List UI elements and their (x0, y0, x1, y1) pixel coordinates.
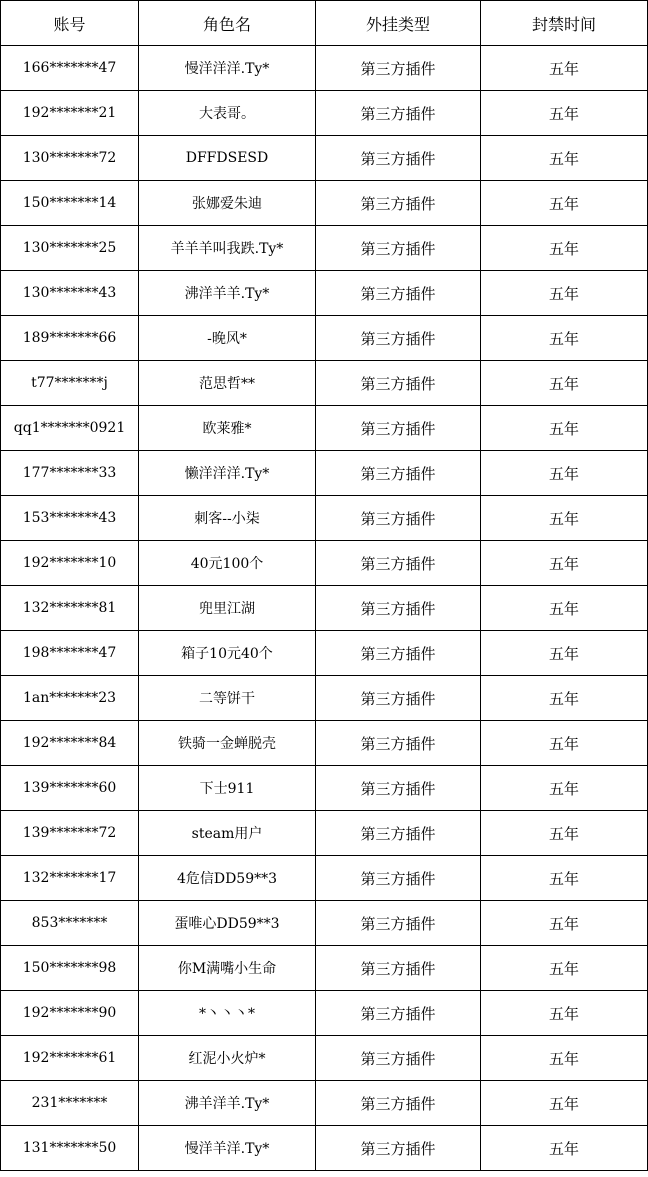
account-cell: 1an*******23 (1, 676, 139, 721)
role-name-cell: 二等饼干 (139, 676, 316, 721)
account-cell: 139*******72 (1, 811, 139, 856)
table-row (1, 91, 648, 136)
cheat-type-cell: 第三方插件 (316, 46, 481, 91)
account-cell: 166*******47 (1, 46, 139, 91)
ban-time-cell: 五年 (481, 766, 648, 811)
table-row (1, 361, 648, 406)
table-row (1, 946, 648, 991)
ban-time-cell: 五年 (481, 361, 648, 406)
account-cell: 130*******72 (1, 136, 139, 181)
table-row (1, 631, 648, 676)
table-row (1, 271, 648, 316)
account-cell: 198*******47 (1, 631, 139, 676)
cheat-type-cell: 第三方插件 (316, 226, 481, 271)
table-row (1, 1036, 648, 1081)
header-row (1, 1, 648, 46)
cheat-type-cell: 第三方插件 (316, 766, 481, 811)
table-row (1, 586, 648, 631)
role-name-cell: 沸洋羊羊.Ty* (139, 271, 316, 316)
cheat-type-cell: 第三方插件 (316, 586, 481, 631)
ban-time-cell: 五年 (481, 631, 648, 676)
role-name-cell: steam用户 (139, 811, 316, 856)
table-header (1, 1, 648, 46)
role-name-cell: 慢洋羊洋.Ty* (139, 1126, 316, 1171)
ban-time-cell: 五年 (481, 46, 648, 91)
header-role-name: 角色名 (139, 1, 316, 46)
account-cell: qq1*******0921 (1, 406, 139, 451)
cheat-type-cell: 第三方插件 (316, 946, 481, 991)
cheat-type-cell: 第三方插件 (316, 1081, 481, 1126)
table-row (1, 1081, 648, 1126)
cheat-type-cell: 第三方插件 (316, 991, 481, 1036)
ban-time-cell: 五年 (481, 181, 648, 226)
cheat-type-cell: 第三方插件 (316, 406, 481, 451)
cheat-type-cell: 第三方插件 (316, 136, 481, 181)
table-row (1, 811, 648, 856)
table-row (1, 766, 648, 811)
role-name-cell: *丶丶丶* (139, 991, 316, 1036)
ban-time-cell: 五年 (481, 136, 648, 181)
account-cell: 192*******10 (1, 541, 139, 586)
account-cell: 853******* (1, 901, 139, 946)
account-cell: 189*******66 (1, 316, 139, 361)
role-name-cell: DFFDSESD (139, 136, 316, 181)
account-cell: t77*******j (1, 361, 139, 406)
account-cell: 192*******84 (1, 721, 139, 766)
cheat-type-cell: 第三方插件 (316, 91, 481, 136)
cheat-type-cell: 第三方插件 (316, 1126, 481, 1171)
role-name-cell: 张娜爱朱迪 (139, 181, 316, 226)
ban-time-cell: 五年 (481, 721, 648, 766)
account-cell: 132*******81 (1, 586, 139, 631)
account-cell: 150*******98 (1, 946, 139, 991)
table-row (1, 46, 648, 91)
role-name-cell: 红泥小火炉* (139, 1036, 316, 1081)
cheat-type-cell: 第三方插件 (316, 496, 481, 541)
table-row (1, 181, 648, 226)
table-row (1, 136, 648, 181)
header-cheat-type: 外挂类型 (316, 1, 481, 46)
account-cell: 177*******33 (1, 451, 139, 496)
cheat-type-cell: 第三方插件 (316, 631, 481, 676)
account-cell: 150*******14 (1, 181, 139, 226)
role-name-cell: 箱子10元40个 (139, 631, 316, 676)
table-row (1, 901, 648, 946)
account-cell: 192*******21 (1, 91, 139, 136)
table-row (1, 1126, 648, 1171)
ban-time-cell: 五年 (481, 1036, 648, 1081)
cheat-type-cell: 第三方插件 (316, 316, 481, 361)
role-name-cell: 欧莱雅* (139, 406, 316, 451)
account-cell: 132*******17 (1, 856, 139, 901)
ban-time-cell: 五年 (481, 541, 648, 586)
role-name-cell: 慢洋洋洋.Ty* (139, 46, 316, 91)
table-row (1, 541, 648, 586)
cheat-type-cell: 第三方插件 (316, 721, 481, 766)
role-name-cell: 蛋唯心DD59**3 (139, 901, 316, 946)
ban-time-cell: 五年 (481, 1081, 648, 1126)
table-row (1, 451, 648, 496)
table-row (1, 226, 648, 271)
table-row (1, 721, 648, 766)
table-row (1, 496, 648, 541)
cheat-type-cell: 第三方插件 (316, 361, 481, 406)
cheat-type-cell: 第三方插件 (316, 1036, 481, 1081)
table-row (1, 316, 648, 361)
ban-time-cell: 五年 (481, 676, 648, 721)
account-cell: 192*******90 (1, 991, 139, 1036)
role-name-cell: 范思哲** (139, 361, 316, 406)
role-name-cell: 大表哥。 (139, 91, 316, 136)
role-name-cell: 羊羊羊叫我跌.Ty* (139, 226, 316, 271)
cheat-type-cell: 第三方插件 (316, 451, 481, 496)
table-row (1, 406, 648, 451)
cheat-type-cell: 第三方插件 (316, 856, 481, 901)
account-cell: 153*******43 (1, 496, 139, 541)
account-cell: 131*******50 (1, 1126, 139, 1171)
role-name-cell: 懒洋洋洋.Ty* (139, 451, 316, 496)
role-name-cell: 沸羊洋羊.Ty* (139, 1081, 316, 1126)
account-cell: 130*******43 (1, 271, 139, 316)
ban-time-cell: 五年 (481, 406, 648, 451)
cheat-type-cell: 第三方插件 (316, 271, 481, 316)
role-name-cell: 4危信DD59**3 (139, 856, 316, 901)
role-name-cell: 下士911 (139, 766, 316, 811)
cheat-type-cell: 第三方插件 (316, 181, 481, 226)
ban-time-cell: 五年 (481, 1126, 648, 1171)
table-body (1, 46, 648, 1171)
account-cell: 139*******60 (1, 766, 139, 811)
ban-time-cell: 五年 (481, 856, 648, 901)
role-name-cell: 40元100个 (139, 541, 316, 586)
header-account: 账号 (1, 1, 139, 46)
account-cell: 231******* (1, 1081, 139, 1126)
ban-time-cell: 五年 (481, 901, 648, 946)
ban-time-cell: 五年 (481, 316, 648, 361)
cheat-type-cell: 第三方插件 (316, 811, 481, 856)
role-name-cell: 刺客--小柒 (139, 496, 316, 541)
ban-time-cell: 五年 (481, 226, 648, 271)
header-ban-time: 封禁时间 (481, 1, 648, 46)
ban-time-cell: 五年 (481, 991, 648, 1036)
role-name-cell: 你M满嘴小生命 (139, 946, 316, 991)
ban-time-cell: 五年 (481, 811, 648, 856)
cheat-type-cell: 第三方插件 (316, 901, 481, 946)
table-row (1, 991, 648, 1036)
ban-time-cell: 五年 (481, 91, 648, 136)
role-name-cell: -晚风* (139, 316, 316, 361)
ban-time-cell: 五年 (481, 496, 648, 541)
cheat-type-cell: 第三方插件 (316, 541, 481, 586)
account-cell: 192*******61 (1, 1036, 139, 1081)
role-name-cell: 铁骑一金蝉脱壳 (139, 721, 316, 766)
table-row (1, 676, 648, 721)
ban-time-cell: 五年 (481, 271, 648, 316)
cheat-type-cell: 第三方插件 (316, 676, 481, 721)
ban-time-cell: 五年 (481, 586, 648, 631)
ban-time-cell: 五年 (481, 946, 648, 991)
role-name-cell: 兜里江湖 (139, 586, 316, 631)
table-row (1, 856, 648, 901)
account-cell: 130*******25 (1, 226, 139, 271)
ban-time-cell: 五年 (481, 451, 648, 496)
